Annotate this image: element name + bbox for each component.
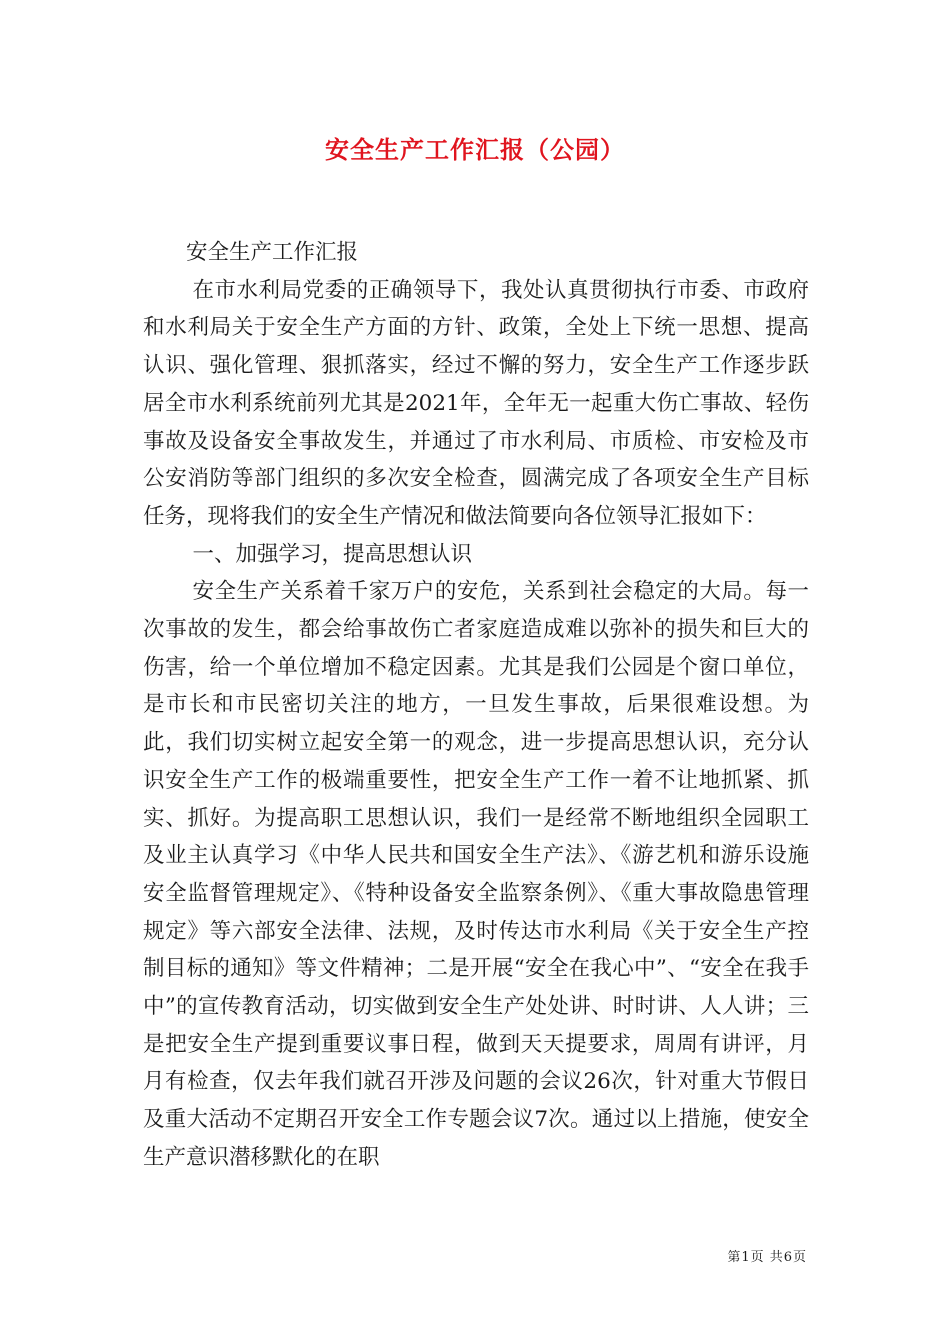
section-heading-1: 一、加强学习，提高思想认识 <box>192 541 472 567</box>
paragraph-intro: 在市水利局党委的正确领导下，我处认真贯彻执行市委、市政府和水利局关于安全生产方面的方针、政策，全处上下统一思想、提高认识、强化管理、狠抓落实，经过不懈的努力，安全生产工作逐步跃居全市水利系统前列尤其是2021年，全年无一起重大伤亡事故、轻伤事故及设备安全事故发生，并通过了市水利局、市质检、市安检及市公安消防等部门组织的多次安全检查，圆满完成了各项安全生产目标任务，现将我们的安全生产情况和做法简要向各位领导汇报如下： <box>143 277 809 529</box>
document-subtitle: 安全生产工作汇报 <box>186 240 359 265</box>
paragraph-section-1: 安全生产关系着千家万户的安危，关系到社会稳定的大局。每一次事故的发生，都会给事故伤亡者家庭造成难以弥补的损失和巨大的伤害，给一个单位增加不稳定因素。尤其是我们公园是个窗口单位，是市长和市民密切关注的地方，一旦发生事故，后果很难设想。为此，我们切实树立起安全第一的观念，进一步提高思想认识，充分认识安全生产工作的极端重要性，把安全生产工作一着不让地抓紧、抓实、抓好。为提高职工思想认识，我们一是经常不断地组织全园职工及业主认真学习《中华人民共和国安全生产法》、《游艺机和游乐设施安全监督管理规定》、《特种设备安全监察条例》、《重大事故隐患管理规定》等六部安全法律、法规，及时传达市水利局《关于安全生产控制目标的通知》等文件精神；二是开展“安全在我心中”、“安全在我手中”的宣传教育活动，切实做到安全生产处处讲、时时讲、人人讲；三是把安全生产提到重要议事日程，做到天天提要求，周周有讲评，月月有检查，仅去年我们就召开涉及问题的会议26次，针对重大节假日及重大活动不定期召开安全工作专题会议7次。通过以上措施，使安全生产意识潜移默化的在职 <box>143 579 809 1170</box>
document-body <box>143 234 809 1177</box>
page-number: 第1页 共6页 <box>727 1250 807 1265</box>
document-title: 安全生产工作汇报（公园） <box>325 135 625 164</box>
